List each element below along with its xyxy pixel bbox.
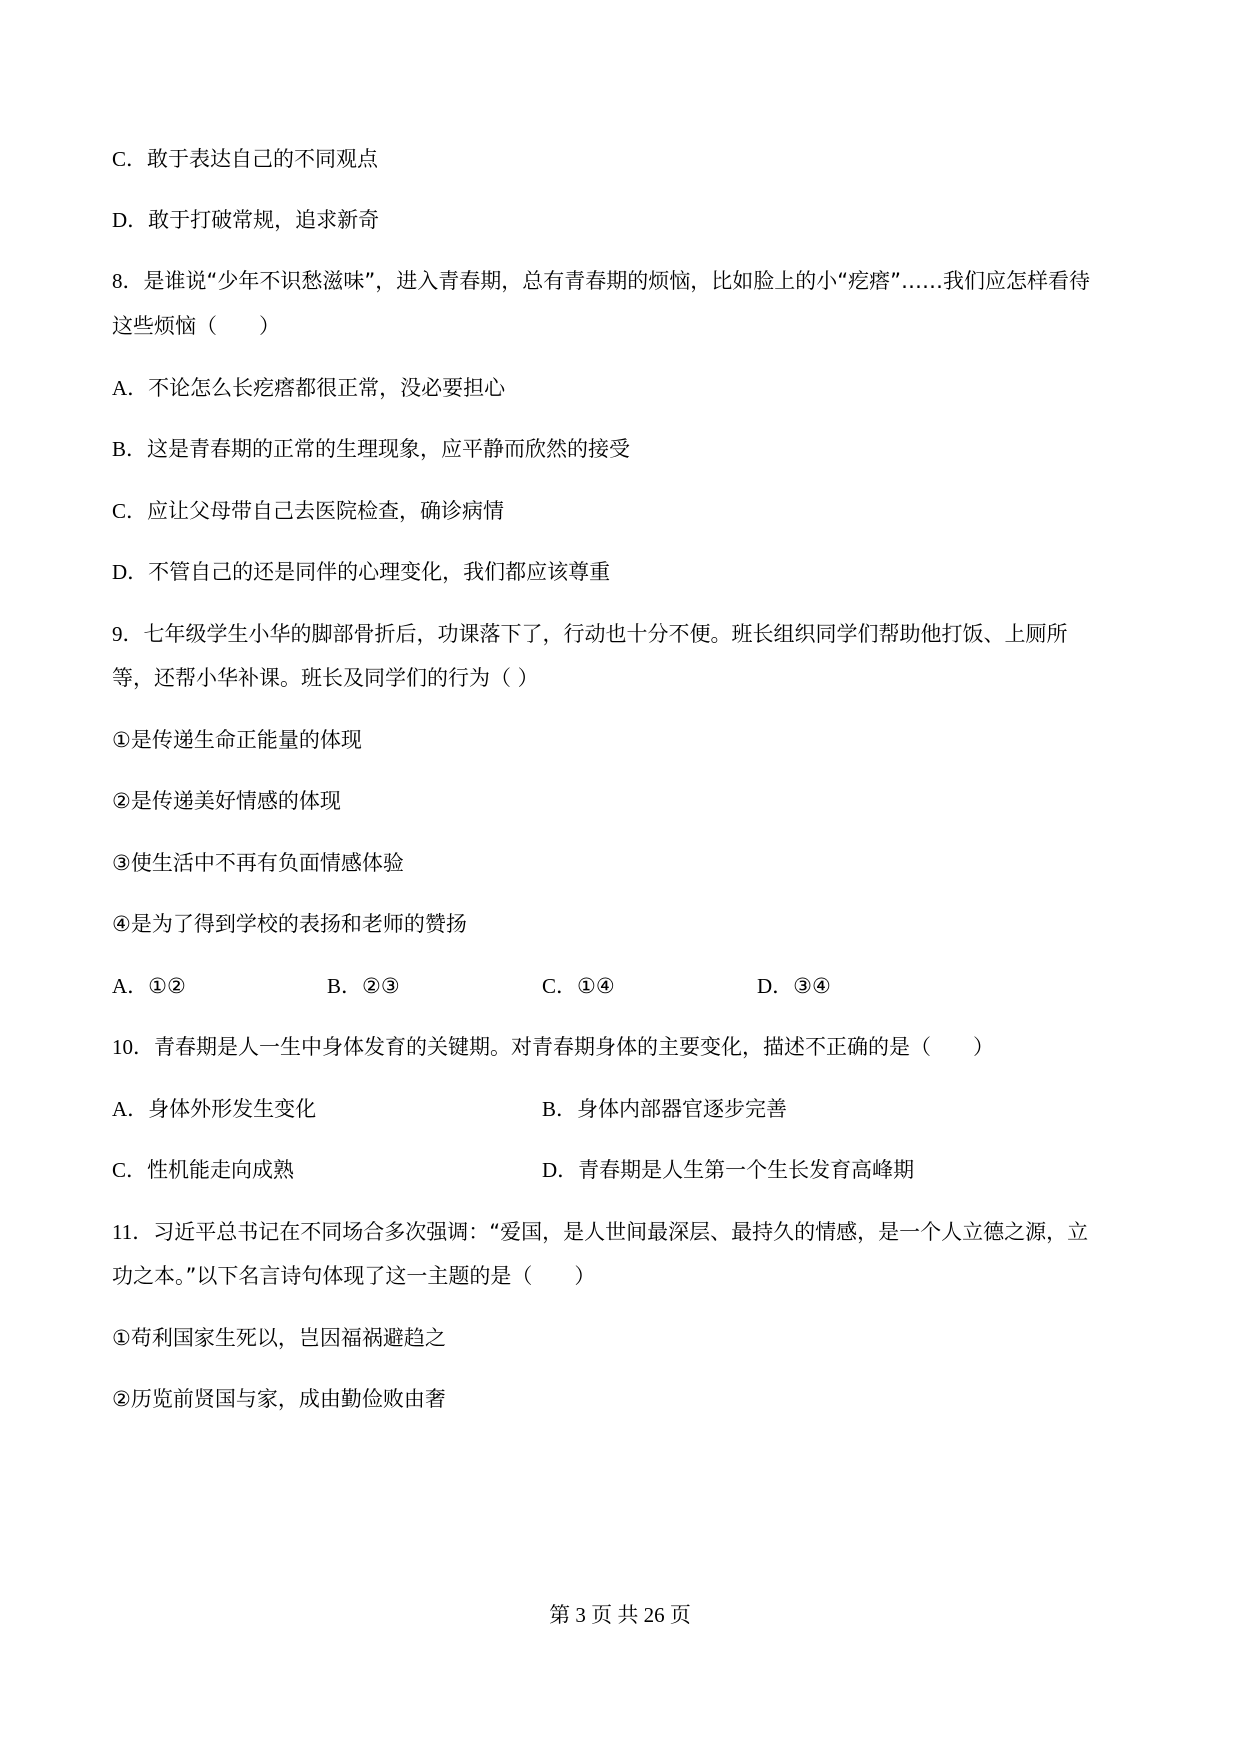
option-text: ③④	[793, 974, 831, 998]
q8-option-c	[112, 497, 504, 525]
q7-option-c	[112, 145, 378, 173]
option-label: C．	[112, 1158, 148, 1182]
q9-option-b	[327, 972, 400, 1000]
q9-statement-2: ②是传递美好情感的体现	[112, 789, 341, 813]
q11-statement-1: ①苟利国家生死以，岂因福祸避趋之	[112, 1326, 446, 1350]
option-label: A．	[112, 1097, 149, 1121]
option-label: D．	[542, 1158, 579, 1182]
option-label: B．	[112, 437, 148, 461]
option-label: A．	[112, 376, 149, 400]
q8-option-d	[112, 558, 610, 586]
q10-stem	[112, 1033, 994, 1061]
option-text: 性机能走向成熟	[147, 1158, 295, 1182]
option-label: A．	[112, 974, 149, 998]
question-stem: 七年级学生小华的脚部骨折后，功课落下了，行动也十分不便。班长组织同学们帮助他打饭、上厕所	[143, 622, 1068, 646]
option-text: 敢于打破常规，追求新奇	[148, 208, 380, 232]
q9-option-a	[112, 972, 186, 1000]
q9-option-c	[542, 972, 615, 1000]
q8-stem-line1	[112, 267, 1090, 295]
q9-statement-4: ④是为了得到学校的表扬和老师的赞扬	[112, 912, 467, 936]
option-label: C．	[542, 974, 578, 998]
q9-option-d	[757, 972, 831, 1000]
option-text: 身体外形发生变化	[148, 1097, 317, 1121]
question-number: 9．	[112, 622, 144, 646]
q9-stem-line1	[112, 620, 1068, 648]
question-stem: 青春期是人一生中身体发育的关键期。对青春期身体的主要变化，描述不正确的是（ ）	[154, 1035, 994, 1059]
option-label: D．	[112, 560, 149, 584]
question-number: 8．	[112, 269, 144, 293]
option-text: ①④	[577, 974, 615, 998]
option-text: 身体内部器官逐步完善	[577, 1097, 788, 1121]
option-label: D．	[757, 974, 794, 998]
question-number: 11．	[112, 1220, 154, 1244]
q9-statement-3: ③使生活中不再有负面情感体验	[112, 851, 404, 875]
q10-option-b	[542, 1095, 787, 1123]
page-indicator: 第 3 页 共 26 页	[549, 1603, 691, 1627]
q7-option-d	[112, 206, 379, 234]
q10-option-a	[112, 1095, 316, 1123]
option-text: ②③	[362, 974, 400, 998]
option-text: ①②	[148, 974, 186, 998]
q9-statement-1: ①是传递生命正能量的体现	[112, 728, 362, 752]
question-stem: 是谁说“少年不识愁滋味”，进入青春期，总有青春期的烦恼，比如脸上的小“疙瘩”……我们应怎样看待	[143, 269, 1091, 293]
q9-stem-line2: 等，还帮小华补课。班长及同学们的行为（ ）	[112, 666, 539, 690]
question-number: 10．	[112, 1035, 154, 1059]
option-text: 不论怎么长疙瘩都很正常，没必要担心	[148, 376, 506, 400]
question-stem: 习近平总书记在不同场合多次强调：“爱国，是人世间最深层、最持久的情感，是一个人立德之源，立	[153, 1220, 1089, 1244]
q8-stem-line2: 这些烦恼（ ）	[112, 314, 280, 338]
option-label: D．	[112, 208, 149, 232]
option-label: C．	[112, 499, 148, 523]
option-text: 应让父母带自己去医院检查，确诊病情	[147, 499, 505, 523]
option-label: B．	[542, 1097, 578, 1121]
option-label: C．	[112, 147, 148, 171]
option-label: B．	[327, 974, 363, 998]
q10-option-c	[112, 1156, 294, 1184]
q10-option-d	[542, 1156, 914, 1184]
option-text: 不管自己的还是同伴的心理变化，我们都应该尊重	[148, 560, 611, 584]
option-text: 青春期是人生第一个生长发育高峰期	[578, 1158, 915, 1182]
q8-option-a	[112, 374, 505, 402]
q8-option-b	[112, 435, 630, 463]
q11-stem-line1	[112, 1218, 1088, 1246]
option-text: 这是青春期的正常的生理现象，应平静而欣然的接受	[147, 437, 631, 461]
option-text: 敢于表达自己的不同观点	[147, 147, 379, 171]
q11-stem-line2: 功之本。”以下名言诗句体现了这一主题的是（ ）	[112, 1264, 596, 1288]
q11-statement-2: ②历览前贤国与家，成由勤俭败由奢	[112, 1387, 446, 1411]
